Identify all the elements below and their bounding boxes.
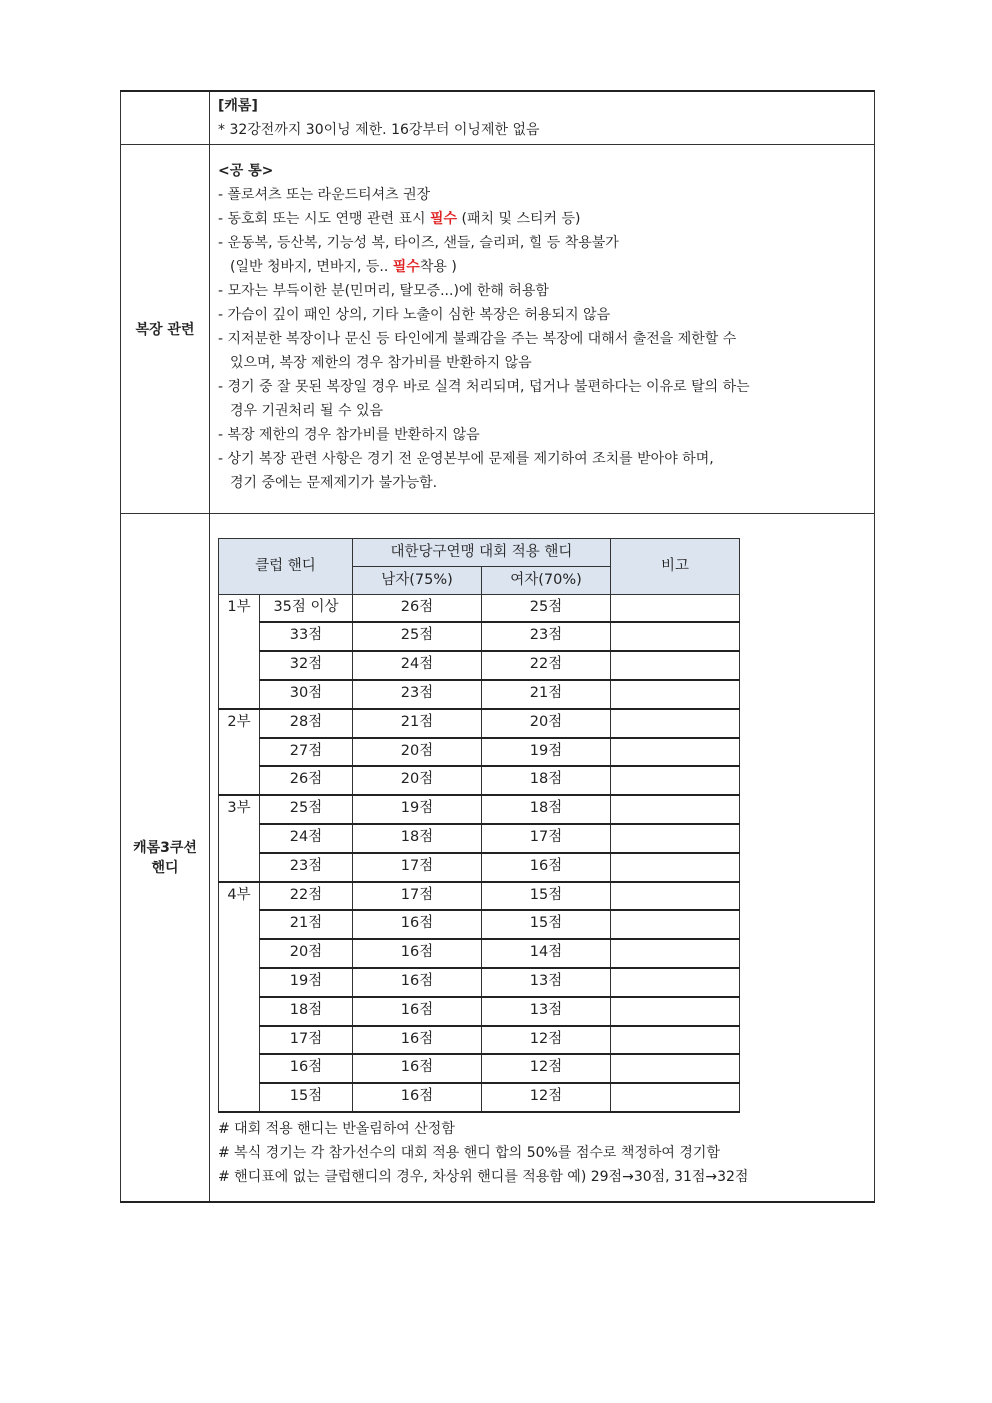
remarks-cell xyxy=(611,1083,740,1112)
dress-text: 착용 ) xyxy=(419,259,457,275)
required-highlight: 필수 xyxy=(430,211,458,227)
table-row xyxy=(219,594,740,622)
female-handicap-cell: 15점 xyxy=(482,882,611,911)
male-handicap-cell: 16점 xyxy=(353,968,482,997)
dress-code-content xyxy=(210,145,875,514)
dress-common-heading: <공 통> xyxy=(218,163,274,179)
table-row xyxy=(219,1083,740,1112)
carom-heading: [캐롬] xyxy=(218,98,258,114)
table-row xyxy=(219,939,740,968)
note: # 대회 적용 핸디는 반올림하여 산정함 xyxy=(218,1120,455,1137)
dress-item: 경기 중에는 문제제기가 불가능함. xyxy=(230,475,438,491)
dress-item: - 운동복, 등산복, 기능성 복, 타이즈, 샌들, 슬리퍼, 힐 등 착용불가 xyxy=(218,235,619,251)
table-row xyxy=(219,968,740,997)
dress-item: - 지저분한 복장이나 문신 등 타인에게 불쾌감을 주는 복장에 대해서 출전을 제한할 수 xyxy=(218,331,737,347)
club-handicap-cell: 25점 xyxy=(260,795,353,824)
female-handicap-cell: 18점 xyxy=(482,766,611,795)
female-handicap-cell: 12점 xyxy=(482,1054,611,1083)
male-handicap-cell: 18점 xyxy=(353,824,482,853)
male-handicap-cell: 25점 xyxy=(353,622,482,651)
note: # 핸디표에 없는 클럽핸디의 경우, 차상위 핸디를 적용함 예) 29점→30점, 31점→32점 xyxy=(218,1168,749,1185)
club-handicap-cell: 23점 xyxy=(260,853,353,882)
carom-row xyxy=(121,91,875,145)
note: # 복식 경기는 각 참가선수의 대회 적용 핸디 합의 50%를 점수로 책정하여 경기함 xyxy=(218,1144,720,1161)
dress-text: (패치 및 스티커 등) xyxy=(457,211,581,227)
dress-item: - 모자는 부득이한 분(민머리, 탈모증...)에 한해 허용함 xyxy=(218,283,549,299)
dress-item: - 상기 복장 관련 사항은 경기 전 운영본부에 문제를 제기하여 조치를 받아야 하며, xyxy=(218,451,714,467)
female-handicap-cell: 13점 xyxy=(482,968,611,997)
dress-item: 있으며, 복장 제한의 경우 참가비를 반환하지 않음 xyxy=(230,355,532,371)
club-handicap-cell: 18점 xyxy=(260,997,353,1026)
female-handicap-cell: 22점 xyxy=(482,651,611,680)
handicap-label xyxy=(121,514,210,1202)
male-handicap-cell: 16점 xyxy=(353,1083,482,1112)
remarks-cell xyxy=(611,882,740,911)
remarks-cell xyxy=(611,622,740,651)
dress-code-label: 복장 관련 xyxy=(121,145,210,514)
male-handicap-cell: 23점 xyxy=(353,680,482,709)
male-handicap-cell: 16점 xyxy=(353,939,482,968)
club-handicap-cell: 26점 xyxy=(260,766,353,795)
table-row xyxy=(219,738,740,767)
club-handicap-cell: 30점 xyxy=(260,680,353,709)
remarks-cell xyxy=(611,824,740,853)
male-handicap-cell: 21점 xyxy=(353,709,482,738)
club-handicap-cell: 17점 xyxy=(260,1026,353,1055)
female-handicap-cell: 19점 xyxy=(482,738,611,767)
inning-limit-text: * 32강전까지 30이닝 제한. 16강부터 이닝제한 없음 xyxy=(218,122,540,138)
federation-handicap-header: 대한당구연맹 대회 적용 핸디 xyxy=(353,539,611,567)
female-handicap-cell: 12점 xyxy=(482,1026,611,1055)
male-handicap-cell: 24점 xyxy=(353,651,482,680)
dress-item: - 경기 중 잘 못된 복장일 경우 바로 실격 처리되며, 덥거나 불편하다는 이유로 탈의 하는 xyxy=(218,379,750,395)
club-handicap-cell: 21점 xyxy=(260,910,353,939)
division-cell: 3부 xyxy=(219,795,260,881)
handicap-notes xyxy=(218,1117,866,1189)
remarks-cell xyxy=(611,853,740,882)
female-handicap-cell: 25점 xyxy=(482,594,611,622)
remarks-cell xyxy=(611,651,740,680)
club-handicap-cell: 22점 xyxy=(260,882,353,911)
male-handicap-cell: 19점 xyxy=(353,795,482,824)
remarks-cell xyxy=(611,795,740,824)
male-handicap-cell: 16점 xyxy=(353,1054,482,1083)
club-handicap-cell: 33점 xyxy=(260,622,353,651)
male-handicap-cell: 20점 xyxy=(353,766,482,795)
remarks-cell xyxy=(611,1026,740,1055)
female-handicap-cell: 13점 xyxy=(482,997,611,1026)
table-row xyxy=(219,622,740,651)
dress-item: - 가슴이 깊이 패인 상의, 기타 노출이 심한 복장은 허용되지 않음 xyxy=(218,307,611,323)
table-row xyxy=(219,1026,740,1055)
remarks-cell xyxy=(611,1054,740,1083)
male-handicap-cell: 26점 xyxy=(353,594,482,622)
remarks-cell xyxy=(611,680,740,709)
female-handicap-cell: 18점 xyxy=(482,795,611,824)
table-row xyxy=(219,795,740,824)
female-handicap-cell: 15점 xyxy=(482,910,611,939)
division-cell: 2부 xyxy=(219,709,260,795)
female-handicap-cell: 14점 xyxy=(482,939,611,968)
club-handicap-cell: 16점 xyxy=(260,1054,353,1083)
dress-code-row xyxy=(121,145,875,514)
division-cell: 1부 xyxy=(219,594,260,709)
club-handicap-cell: 19점 xyxy=(260,968,353,997)
club-handicap-cell: 24점 xyxy=(260,824,353,853)
remarks-header: 비고 xyxy=(611,539,740,595)
carom-row-content xyxy=(210,91,875,145)
table-row xyxy=(219,680,740,709)
dress-item xyxy=(218,255,866,279)
handicap-content xyxy=(210,514,875,1202)
handicap-table-body xyxy=(219,594,740,1112)
male-header: 남자(75%) xyxy=(353,566,482,594)
dress-item xyxy=(218,207,866,231)
club-handicap-header: 클럽 핸디 xyxy=(219,539,353,595)
table-row xyxy=(219,651,740,680)
female-handicap-cell: 12점 xyxy=(482,1083,611,1112)
remarks-cell xyxy=(611,766,740,795)
table-row xyxy=(219,910,740,939)
table-row xyxy=(219,853,740,882)
male-handicap-cell: 20점 xyxy=(353,738,482,767)
club-handicap-cell: 27점 xyxy=(260,738,353,767)
female-handicap-cell: 17점 xyxy=(482,824,611,853)
table-row xyxy=(219,766,740,795)
club-handicap-cell: 20점 xyxy=(260,939,353,968)
club-handicap-cell: 35점 이상 xyxy=(260,594,353,622)
male-handicap-cell: 17점 xyxy=(353,853,482,882)
female-handicap-cell: 20점 xyxy=(482,709,611,738)
table-row xyxy=(219,997,740,1026)
rules-table xyxy=(120,90,875,1203)
female-handicap-cell: 21점 xyxy=(482,680,611,709)
division-cell: 4부 xyxy=(219,882,260,1112)
club-handicap-cell: 32점 xyxy=(260,651,353,680)
table-row xyxy=(219,709,740,738)
table-row xyxy=(219,824,740,853)
dress-text: (일반 청바지, 면바지, 등.. xyxy=(230,259,393,275)
female-header: 여자(70%) xyxy=(482,566,611,594)
remarks-cell xyxy=(611,939,740,968)
dress-item: - 복장 제한의 경우 참가비를 반환하지 않음 xyxy=(218,427,480,443)
club-handicap-cell: 28점 xyxy=(260,709,353,738)
male-handicap-cell: 16점 xyxy=(353,997,482,1026)
remarks-cell xyxy=(611,997,740,1026)
male-handicap-cell: 17점 xyxy=(353,882,482,911)
female-handicap-cell: 16점 xyxy=(482,853,611,882)
male-handicap-cell: 16점 xyxy=(353,910,482,939)
table-row xyxy=(219,1054,740,1083)
dress-item: 경우 기권처리 될 수 있음 xyxy=(230,403,384,419)
remarks-cell xyxy=(611,968,740,997)
required-highlight: 필수 xyxy=(392,259,420,275)
remarks-cell xyxy=(611,738,740,767)
female-handicap-cell: 23점 xyxy=(482,622,611,651)
handicap-label-line: 캐롬3쿠션 xyxy=(133,840,197,857)
male-handicap-cell: 16점 xyxy=(353,1026,482,1055)
carom-row-label xyxy=(121,91,210,145)
dress-item: - 폴로셔츠 또는 라운드티셔츠 권장 xyxy=(218,187,431,203)
club-handicap-cell: 15점 xyxy=(260,1083,353,1112)
handicap-table xyxy=(218,538,740,1113)
remarks-cell xyxy=(611,910,740,939)
handicap-label-line: 핸디 xyxy=(151,860,179,877)
dress-text: - 동호회 또는 시도 연맹 관련 표시 xyxy=(218,211,431,227)
remarks-cell xyxy=(611,709,740,738)
handicap-row xyxy=(121,514,875,1202)
remarks-cell xyxy=(611,594,740,622)
table-row xyxy=(219,882,740,911)
